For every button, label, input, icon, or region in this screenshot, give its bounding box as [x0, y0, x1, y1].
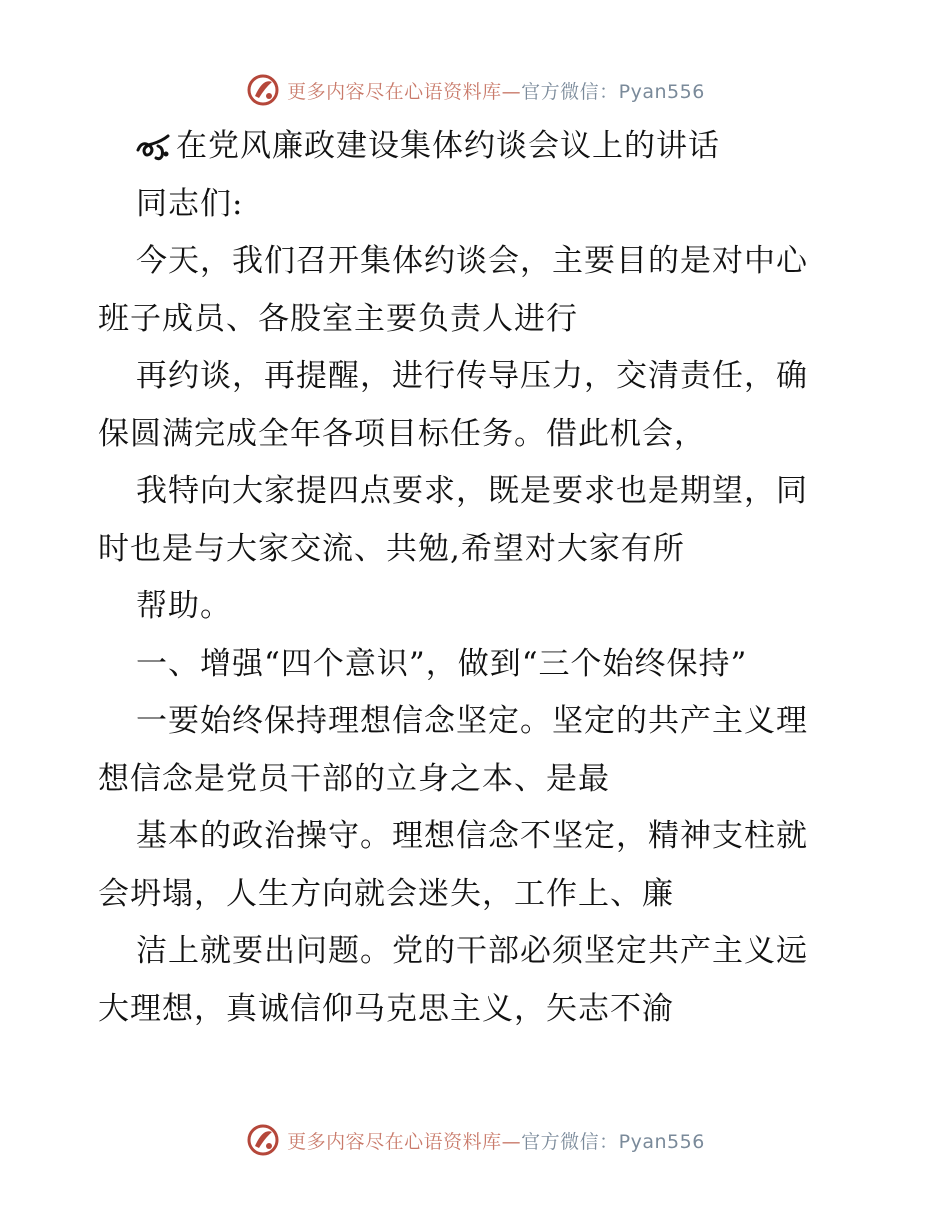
banner-main-text: 更多内容尽在心语资料库— [287, 80, 522, 103]
banner-main-text: 更多内容尽在心语资料库— [287, 1130, 522, 1153]
paragraph-line: 帮助。 [136, 588, 232, 624]
header-banner [0, 70, 950, 110]
footer-banner [0, 1120, 950, 1160]
paragraph-line: 再约谈，再提醒，进行传导压力，交清责任，确 [136, 358, 808, 394]
document-title [98, 118, 858, 176]
footer-banner-text [287, 1127, 705, 1154]
paragraph-line: 班子成员、各股室主要负责人进行 [98, 300, 578, 337]
paragraph-line: 我特向大家提四点要求，既是要求也是期望，同 [136, 473, 808, 509]
banner-wechat-text: 官方微信：Pyan556 [521, 1130, 705, 1153]
paragraph-line: 保圆满完成全年各项目标任务。借此机会， [98, 415, 706, 452]
document-body [98, 118, 858, 1038]
paragraph-line: 会坍塌，人生方向就会迷失，工作上、廉 [98, 875, 674, 912]
paragraph-line: 基本的政治操守。理想信念不坚定，精神支柱就 [136, 818, 808, 854]
paragraph-line: 一要始终保持理想信念坚定。坚定的共产主义理 [136, 703, 808, 739]
paragraph-line: 今天，我们召开集体约谈会，主要目的是对中心 [136, 243, 808, 279]
paragraph-line: 洁上就要出问题。党的干部必须坚定共产主义远 [136, 933, 808, 969]
flourish-icon [136, 132, 172, 162]
document-title-text: 在党风廉政建设集体约谈会议上的讲话 [176, 128, 720, 164]
paragraph-line: 同志们: [136, 185, 244, 222]
section-heading: 一、增强“四个意识”，做到“三个始终保持” [136, 645, 748, 682]
header-banner-text [287, 77, 705, 104]
brush-seal-icon [245, 72, 281, 108]
paragraph-line: 大理想，真诚信仰马克思主义，矢志不渝 [98, 990, 674, 1027]
paragraph-line: 时也是与大家交流、共勉,希望对大家有所 [98, 530, 685, 567]
paragraph-line: 想信念是党员干部的立身之本、是最 [98, 760, 610, 797]
banner-wechat-text: 官方微信：Pyan556 [521, 80, 705, 103]
brush-seal-icon [245, 1122, 281, 1158]
